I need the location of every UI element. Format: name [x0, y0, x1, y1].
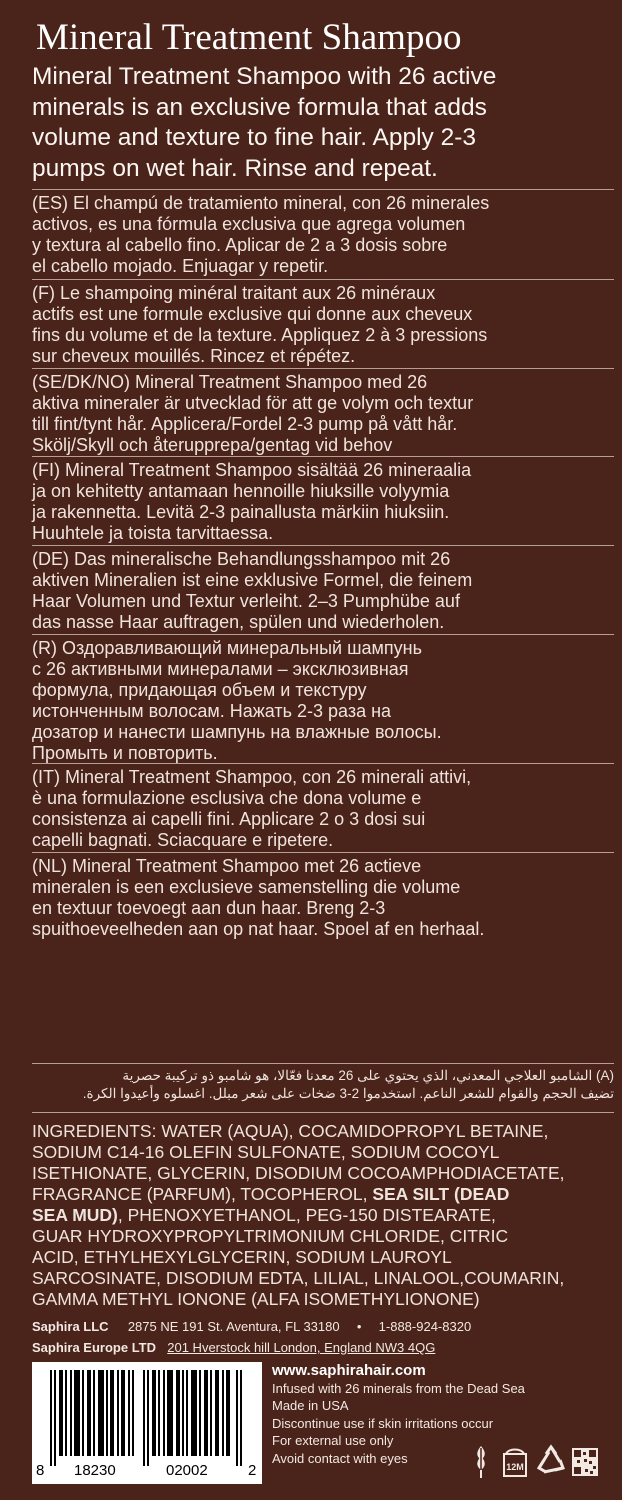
- info-line: Avoid contact with eyes: [272, 1450, 408, 1466]
- translation-line: el cabello mojado. Enjuagar y repetir.: [32, 256, 329, 276]
- translation-fr: [32, 283, 617, 367]
- divider: [32, 456, 614, 457]
- ingredients-line: GUAR HYDROXYPROPYLTRIMONIUM CHLORIDE, CITRIC: [32, 1226, 509, 1246]
- info-line: Discontinue use if skin irritations occur: [272, 1415, 494, 1431]
- barcode: [32, 1362, 262, 1484]
- ingredients-line: GAMMA METHYL IONONE (ALFA ISOMETHYLIONONE): [32, 1289, 480, 1309]
- translation-line: actifs est une formule exclusive qui donne aux cheveux: [32, 304, 473, 324]
- ingredients-line: [32, 1205, 617, 1226]
- divider: [32, 763, 614, 764]
- translation-line: aktiva mineraler är utvecklad för att ge volym och textur: [32, 393, 474, 413]
- translation-line: дозатор и нанести шампунь на влажные волосы.: [32, 722, 442, 742]
- barcode-digit: 2: [248, 1462, 257, 1479]
- translation-line: consistenza ai capelli fini. Applicare 2 o 3 dosi sui: [32, 809, 426, 829]
- qr-code-icon: [570, 1444, 600, 1480]
- ingredients-line: [32, 1184, 617, 1205]
- company-name: Saphira Europe LTD: [32, 1340, 156, 1355]
- company-phone: 1-888-924-8320: [378, 1319, 472, 1334]
- translation-line: fins du volume et de la texture. Appliquez 2 à 3 pressions: [32, 325, 488, 345]
- translation-line: (DE) Das mineralische Behandlungsshampoo mit 26: [32, 549, 451, 569]
- translation-line: en textuur toevoegt aan dun haar. Breng 2-3: [32, 898, 386, 918]
- translation-line: (NL) Mineral Treatment Shampoo met 26 actieve: [32, 856, 422, 876]
- translation-line: (FI) Mineral Treatment Shampoo sisältää 26 mineraalia: [32, 460, 472, 480]
- translation-line: Skölj/Skyll och återupprepa/gentag vid behov: [32, 435, 393, 455]
- translation-line: (ES) El champú de tratamiento mineral, con 26 minerales: [32, 193, 490, 213]
- translation-line: spuithoeveelheden aan op nat haar. Spoel af en herhaal.: [32, 919, 485, 939]
- translation-line: capelli bagnati. Sciacquare e ripetere.: [32, 830, 334, 850]
- pao-12m-icon: [500, 1444, 530, 1480]
- divider: [32, 189, 614, 190]
- company-name: Saphira LLC: [32, 1319, 109, 1334]
- barcode-digit: 02002: [166, 1462, 208, 1479]
- info-line: Infused with 26 minerals from the Dead Sea: [272, 1380, 525, 1396]
- ingredients-list: [32, 1121, 617, 1310]
- divider: [32, 1112, 614, 1113]
- translation-line: till fint/tynt hår. Applicera/Fordel 2-3 pump på vått hår.: [32, 414, 458, 434]
- company-us: [32, 1318, 617, 1336]
- translation-line: y textura al cabello fino. Aplicar de 2 a 3 dosis sobre: [32, 235, 448, 255]
- translation-line: (IT) Mineral Treatment Shampoo, con 26 minerali attivi,: [32, 767, 472, 787]
- website-link[interactable]: www.saphirahair.com: [272, 1362, 426, 1379]
- ingredients-highlight: SEA MUD): [32, 1205, 118, 1225]
- translation-se: [32, 372, 617, 456]
- divider: [32, 634, 614, 635]
- translation-line: activos, es una fórmula exclusiva que agrega volumen: [32, 214, 466, 234]
- translation-ar: [32, 1067, 614, 1103]
- info-line: Made in USA: [272, 1398, 349, 1413]
- translation-line: das nasse Haar auftragen, spülen und wiederholen.: [32, 612, 445, 632]
- translation-line: (SE/DK/NO) Mineral Treatment Shampoo med 26: [32, 372, 428, 392]
- info-line: For external use only: [272, 1433, 394, 1448]
- ingredients-line: ISETHIONATE, GLYCERIN, DISODIUM COCOAMPHODIACETATE,: [32, 1163, 565, 1183]
- translation-line: истонченным волосам. Нажать 2-3 раза на: [32, 701, 392, 721]
- company-address: 2875 NE 191 St. Aventura, FL 33180: [127, 1319, 340, 1334]
- translation-ru: [32, 638, 617, 764]
- translation-line: mineralen is een exclusieve samenstelling die volume: [32, 877, 461, 897]
- ingredients-text: FRAGRANCE (PARFUM), TOCOPHEROL,: [32, 1184, 373, 1204]
- translation-line: (A) الشامبو العلاجي المعدني، الذي يحتوي على 26 معدنا فعّالا، هو شامبو ذو تركيبة حصرية: [122, 1068, 614, 1083]
- ingredients-line: SARCOSINATE, DISODIUM EDTA, LILIAL, LINALOOL,COUMARIN,: [32, 1268, 565, 1288]
- bullet: •: [356, 1319, 362, 1334]
- barcode-digit: 18230: [74, 1462, 116, 1479]
- recycle-icon: [536, 1444, 566, 1480]
- translation-line: è una formulazione esclusiva che dona volume e: [32, 788, 422, 808]
- divider: [32, 279, 614, 280]
- translation-line: (F) Le shampoing minéral traitant aux 26 minéraux: [32, 283, 436, 303]
- product-title: Mineral Treatment Shampoo: [36, 17, 462, 58]
- translation-line: Haar Volumen und Textur verleiht. 2–3 Pumphübe auf: [32, 591, 460, 611]
- intro-line: Mineral Treatment Shampoo with 26 active: [32, 63, 497, 90]
- translation-es: [32, 193, 617, 277]
- translation-line: ja on kehitetty antamaan hennoille hiuksille volyymia: [32, 481, 450, 501]
- divider: [32, 368, 614, 369]
- translation-line: ja rakennetta. Levitä 2-3 painallusta märkiin hiuksiin.: [32, 502, 450, 522]
- divider: [32, 852, 614, 853]
- translation-it: [32, 767, 617, 851]
- intro-line: volume and texture to fine hair. Apply 2-3: [32, 124, 476, 151]
- translation-line: aktiven Mineralien ist eine exklusive Formel, die feinem: [32, 570, 473, 590]
- intro-line: pumps on wet hair. Rinse and repeat.: [32, 154, 438, 182]
- translation-de: [32, 549, 617, 633]
- intro-line: minerals is an exclusive formula that adds: [32, 93, 487, 121]
- translation-nl: [32, 856, 617, 940]
- translation-fi: [32, 460, 617, 544]
- barcode-digit: 8: [36, 1462, 45, 1479]
- ingredients-highlight: SEA SILT (DEAD: [372, 1184, 510, 1204]
- translation-line: (R) Оздоравливающий минеральный шампунь: [32, 638, 422, 658]
- translation-line: формула, придающая объем и текстуру: [32, 680, 367, 700]
- divider: [32, 545, 614, 546]
- barcode-number: [32, 1462, 262, 1482]
- translation-line: sur cheveux mouillés. Rincez et répétez.: [32, 346, 356, 366]
- ingredients-line: INGREDIENTS: WATER (AQUA), COCAMIDOPROPYL BETAINE,: [32, 1121, 549, 1141]
- ingredients-text: , PHENOXYETHANOL, PEG-150 DISTEARATE,: [117, 1205, 496, 1225]
- translation-line: تضيف الحجم والقوام للشعر الناعم. استخدموا 2-3 ضخات على شعر مبلل. اغسلوه وأعيدوا الكرة.: [82, 1086, 614, 1101]
- divider: [32, 1063, 614, 1064]
- barcode-bars: [44, 1370, 250, 1466]
- translation-line: Huuhtele ja toista tarvittaessa.: [32, 523, 274, 543]
- company-eu: [32, 1339, 617, 1357]
- certification-icons: [470, 1444, 610, 1484]
- ingredients-line: SODIUM C14-16 OLEFIN SULFONATE, SODIUM COCOYL: [32, 1142, 500, 1162]
- translation-line: Промыть и повторить.: [32, 743, 218, 763]
- intro-description: [32, 62, 612, 184]
- translation-line: с 26 активными минералами – эксклюзивная: [32, 659, 409, 679]
- company-address: 201 Hverstock hill London, England NW3 4QG: [167, 1340, 436, 1355]
- pao-label: 12M: [506, 1462, 524, 1472]
- ingredients-line: ACID, ETHYLHEXYLGLYCERIN, SODIUM LAUROYL: [32, 1247, 452, 1267]
- gluten-free-icon: [470, 1444, 492, 1480]
